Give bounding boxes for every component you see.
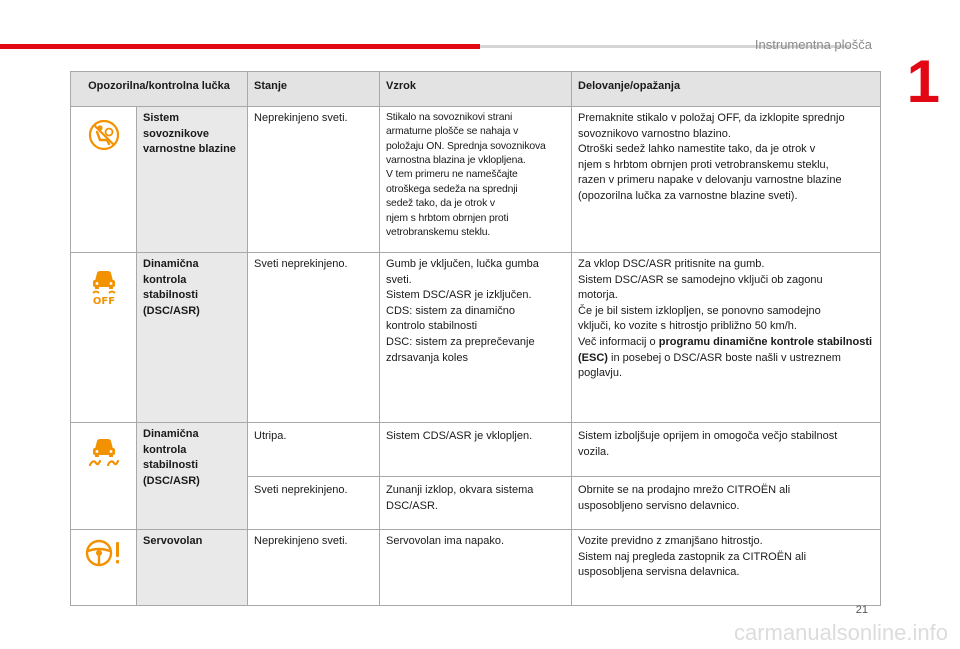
cause-line: Gumb je vključen, lučka gumba — [386, 258, 539, 270]
action-bold-text: programu dinamične kontrole stabilnosti (ESC) — [578, 336, 873, 364]
cause-cell: Zunanji izklop, okvara sistema DSC/ASR. — [380, 477, 572, 530]
cause-line: Sistem DSC/ASR je izključen. — [386, 289, 532, 302]
state-cell: Utripa. — [248, 423, 380, 477]
warning-lights-table — [70, 71, 881, 606]
action-line: sovoznikovo varnostno blazino. — [578, 127, 731, 140]
cause-line: njem s hrbtom obrnjen proti — [386, 212, 509, 224]
state-cell: Sveti neprekinjeno. — [248, 253, 380, 423]
cause-line: varnostna blazina je vklopljena. — [386, 155, 526, 167]
action-line: Otroški sedež lahko namestite tako, da je otrok v — [578, 143, 816, 156]
action-line: njem s hrbtom obrnjen proti vetrobranskemu steklu, — [578, 158, 829, 171]
light-name: Sistem sovoznikove varnostne blazine — [137, 107, 248, 253]
action-line: Sistem naj pregleda zastopnik za CITROËN ali — [578, 550, 807, 563]
table-row — [71, 423, 881, 477]
action-line: usposobljena servisna delavnica. — [578, 566, 740, 579]
watermark: carmanualsonline.info — [733, 620, 948, 645]
cause-cell — [380, 253, 572, 423]
table-row — [71, 530, 881, 606]
action-line: vključi, ko vozite s hitrostjo približno 50 km/h. — [578, 320, 797, 333]
light-name: Dinamična kontrola stabilnosti (DSC/ASR) — [137, 423, 248, 530]
icon-cell — [71, 423, 137, 530]
action-cell — [572, 107, 881, 253]
action-line: Sistem DSC/ASR se samodejno vključi ob zagonu — [578, 273, 823, 286]
section-title: Instrumentna plošča — [754, 37, 872, 52]
column-header-cause: Vzrok — [380, 72, 572, 107]
cause-cell: Servovolan ima napako. — [380, 530, 572, 606]
action-cell — [572, 530, 881, 606]
action-line: vozila. — [578, 445, 610, 458]
light-name: Servovolan — [137, 530, 248, 606]
column-header-light: Opozorilna/kontrolna lučka — [71, 72, 248, 107]
action-line: Za vklop DSC/ASR pritisnite na gumb. — [578, 258, 765, 270]
action-line: motorja. — [578, 289, 618, 302]
action-line: razen v primeru napake v delovanju varnostne blazine — [578, 174, 842, 187]
action-line: in posebej o DSC/ASR boste našli v ustreznem poglavju. — [578, 351, 841, 380]
action-line: usposobljeno servisno delavnico. — [578, 499, 740, 512]
cause-line: sveti. — [386, 273, 412, 286]
state-cell: Sveti neprekinjeno. — [248, 477, 380, 530]
column-header-state: Stanje — [248, 72, 380, 107]
cause-line: CDS: sistem za dinamično — [386, 304, 516, 317]
action-cell — [572, 477, 881, 530]
passenger-airbag-off-icon — [88, 119, 120, 151]
table-row — [71, 107, 881, 253]
cause-line: Stikalo na sovoznikovi strani — [386, 112, 513, 123]
icon-cell — [71, 253, 137, 423]
icon-cell — [71, 107, 137, 253]
state-cell: Neprekinjeno sveti. — [248, 530, 380, 606]
action-line: (opozorilna lučka za varnostne blazine sveti). — [578, 190, 798, 203]
action-line: Več informacij o — [578, 336, 656, 349]
header-red-bar — [0, 44, 480, 49]
cause-cell: Sistem CDS/ASR je vklopljen. — [380, 423, 572, 477]
action-line: Obrnite se na prodajno mrežo CITROËN ali — [578, 484, 791, 496]
action-cell — [572, 253, 881, 423]
cause-line: DSC: sistem za preprečevanje — [386, 336, 535, 349]
cause-line: položaju ON. Sprednja sovoznikova — [386, 140, 546, 152]
state-cell: Neprekinjeno sveti. — [248, 107, 380, 253]
action-cell — [572, 423, 881, 477]
page-number: 21 — [855, 604, 868, 616]
action-line: Vozite previdno z zmanjšano hitrostjo. — [578, 535, 763, 547]
cause-line: vetrobranskemu steklu. — [386, 226, 491, 238]
light-name: Dinamična kontrola stabilnosti (DSC/ASR) — [137, 253, 248, 423]
cause-line: zdrsavanja koles — [386, 351, 468, 364]
cause-line: sedež tako, da je otrok v — [386, 198, 495, 210]
table-row — [71, 253, 881, 423]
action-line: Premaknite stikalo v položaj OFF, da izklopite sprednjo — [578, 112, 845, 124]
table-header-row — [71, 72, 881, 107]
dsc-asr-icon — [87, 435, 121, 469]
dsc-asr-off-icon — [87, 265, 121, 305]
cause-line: armaturne plošče se nahaja v — [386, 126, 519, 138]
column-header-action: Delovanje/opažanja — [572, 72, 881, 107]
cause-line: otroškega sedeža na sprednji — [386, 183, 518, 195]
icon-cell — [71, 530, 137, 606]
cause-line: kontrolo stabilnosti — [386, 320, 478, 333]
cause-cell — [380, 107, 572, 253]
dsc-off-icon-label: OFF — [92, 296, 115, 305]
action-line: Sistem izboljšuje oprijem in omogoča večjo stabilnost — [578, 430, 838, 442]
chapter-number: 1 — [906, 48, 940, 115]
cause-line: V tem primeru ne nameščajte — [386, 169, 518, 181]
power-steering-fault-icon — [84, 538, 124, 568]
action-line: Če je bil sistem izklopljen, se ponovno samodejno — [578, 304, 821, 317]
